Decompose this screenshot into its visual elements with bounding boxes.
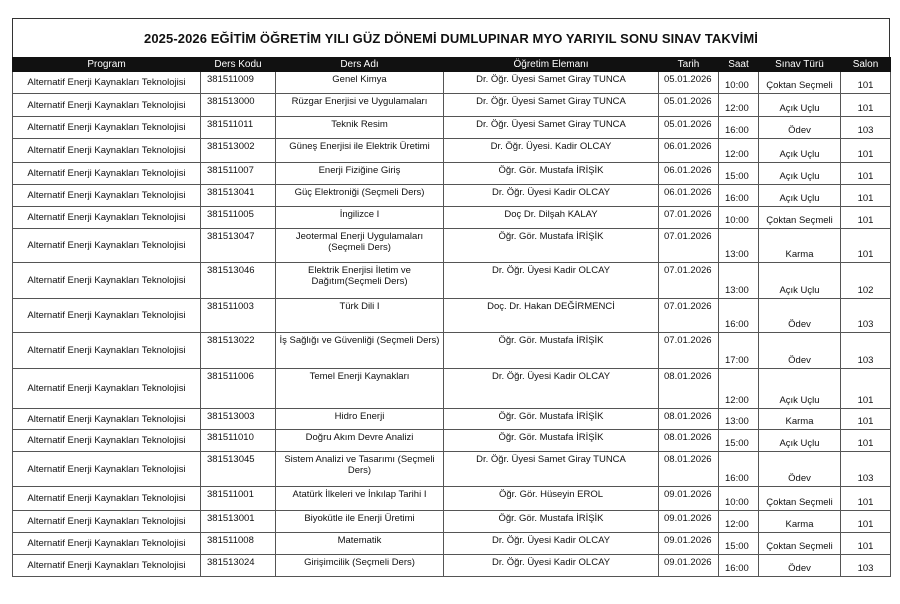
- table-row: [13, 409, 891, 430]
- cell-time: 12:00: [719, 511, 759, 533]
- cell-name: İngilizce I: [276, 207, 444, 229]
- cell-code: 381513003: [201, 409, 276, 430]
- table-row: [13, 452, 891, 487]
- cell-lecturer: Öğr. Gör. Mustafa İRİŞİK: [444, 409, 659, 430]
- cell-program: Alternatif Enerji Kaynakları Teknolojisi: [13, 369, 201, 409]
- cell-room: 101: [841, 229, 891, 263]
- cell-date: 07.01.2026: [659, 299, 719, 333]
- cell-date: 05.01.2026: [659, 117, 719, 139]
- cell-date: 07.01.2026: [659, 333, 719, 369]
- cell-name: Güç Elektroniği (Seçmeli Ders): [276, 185, 444, 207]
- cell-code: 381513022: [201, 333, 276, 369]
- cell-type: Açık Uçlu: [759, 430, 841, 452]
- cell-lecturer: Doç. Dr. Hakan DEĞİRMENCİ: [444, 299, 659, 333]
- cell-name: Jeotermal Enerji Uygulamaları (Seçmeli Ders): [276, 229, 444, 263]
- cell-lecturer: Öğr. Gör. Hüseyin EROL: [444, 487, 659, 511]
- cell-code: 381513000: [201, 94, 276, 117]
- cell-code: 381511006: [201, 369, 276, 409]
- cell-lecturer: Dr. Öğr. Üyesi. Kadir OLCAY: [444, 139, 659, 163]
- cell-date: 08.01.2026: [659, 430, 719, 452]
- cell-type: Açık Uçlu: [759, 163, 841, 185]
- cell-program: Alternatif Enerji Kaynakları Teknolojisi: [13, 72, 201, 94]
- cell-date: 06.01.2026: [659, 163, 719, 185]
- cell-name: Elektrik Enerjisi İletim ve Dağıtım(Seçmeli Ders): [276, 263, 444, 299]
- cell-time: 16:00: [719, 117, 759, 139]
- cell-room: 103: [841, 299, 891, 333]
- cell-time: 17:00: [719, 333, 759, 369]
- cell-code: 381511010: [201, 430, 276, 452]
- cell-time: 13:00: [719, 409, 759, 430]
- cell-name: Enerji Fiziğine Giriş: [276, 163, 444, 185]
- table-row: [13, 185, 891, 207]
- table-row: [13, 555, 891, 577]
- cell-lecturer: Dr. Öğr. Üyesi Kadir OLCAY: [444, 185, 659, 207]
- cell-type: Açık Uçlu: [759, 369, 841, 409]
- cell-lecturer: Dr. Öğr. Üyesi Samet Giray TUNCA: [444, 72, 659, 94]
- cell-room: 103: [841, 117, 891, 139]
- cell-program: Alternatif Enerji Kaynakları Teknolojisi: [13, 511, 201, 533]
- cell-room: 101: [841, 430, 891, 452]
- cell-date: 07.01.2026: [659, 263, 719, 299]
- cell-time: 15:00: [719, 533, 759, 555]
- header-room: Salon: [841, 58, 891, 72]
- cell-code: 381513002: [201, 139, 276, 163]
- cell-time: 12:00: [719, 94, 759, 117]
- cell-type: Açık Uçlu: [759, 139, 841, 163]
- cell-lecturer: Dr. Öğr. Üyesi Kadir OLCAY: [444, 369, 659, 409]
- cell-name: İş Sağlığı ve Güvenliği (Seçmeli Ders): [276, 333, 444, 369]
- cell-program: Alternatif Enerji Kaynakları Teknolojisi: [13, 430, 201, 452]
- cell-name: Girişimcilik (Seçmeli Ders): [276, 555, 444, 577]
- cell-program: Alternatif Enerji Kaynakları Teknolojisi: [13, 229, 201, 263]
- cell-name: Sistem Analizi ve Tasarımı (Seçmeli Ders): [276, 452, 444, 487]
- cell-date: 07.01.2026: [659, 229, 719, 263]
- cell-room: 103: [841, 555, 891, 577]
- table-header-row: [13, 58, 891, 72]
- cell-room: 103: [841, 333, 891, 369]
- cell-lecturer: Öğr. Gör. Mustafa İRİŞİK: [444, 229, 659, 263]
- cell-room: 101: [841, 511, 891, 533]
- cell-program: Alternatif Enerji Kaynakları Teknolojisi: [13, 207, 201, 229]
- table-row: [13, 94, 891, 117]
- exam-schedule-table: [12, 57, 891, 577]
- cell-time: 10:00: [719, 487, 759, 511]
- cell-time: 12:00: [719, 139, 759, 163]
- cell-room: 101: [841, 207, 891, 229]
- table-row: [13, 229, 891, 263]
- cell-room: 101: [841, 185, 891, 207]
- cell-code: 381511007: [201, 163, 276, 185]
- cell-time: 16:00: [719, 185, 759, 207]
- cell-code: 381513024: [201, 555, 276, 577]
- cell-name: Matematik: [276, 533, 444, 555]
- cell-type: Ödev: [759, 117, 841, 139]
- cell-room: 101: [841, 369, 891, 409]
- table-row: [13, 207, 891, 229]
- cell-program: Alternatif Enerji Kaynakları Teknolojisi: [13, 299, 201, 333]
- cell-room: 101: [841, 94, 891, 117]
- cell-lecturer: Doç Dr. Dilşah KALAY: [444, 207, 659, 229]
- cell-type: Açık Uçlu: [759, 263, 841, 299]
- cell-room: 101: [841, 409, 891, 430]
- cell-lecturer: Öğr. Gör. Mustafa İRİŞİK: [444, 333, 659, 369]
- cell-name: Temel Enerji Kaynakları: [276, 369, 444, 409]
- cell-lecturer: Dr. Öğr. Üyesi Kadir OLCAY: [444, 263, 659, 299]
- cell-name: Doğru Akım Devre Analizi: [276, 430, 444, 452]
- cell-name: Genel Kimya: [276, 72, 444, 94]
- cell-code: 381513001: [201, 511, 276, 533]
- cell-time: 16:00: [719, 299, 759, 333]
- cell-lecturer: Dr. Öğr. Üyesi Kadir OLCAY: [444, 533, 659, 555]
- cell-date: 08.01.2026: [659, 409, 719, 430]
- cell-program: Alternatif Enerji Kaynakları Teknolojisi: [13, 117, 201, 139]
- cell-program: Alternatif Enerji Kaynakları Teknolojisi: [13, 409, 201, 430]
- cell-program: Alternatif Enerji Kaynakları Teknolojisi: [13, 333, 201, 369]
- cell-date: 09.01.2026: [659, 487, 719, 511]
- cell-type: Ödev: [759, 299, 841, 333]
- cell-type: Karma: [759, 229, 841, 263]
- cell-name: Rüzgar Enerjisi ve Uygulamaları: [276, 94, 444, 117]
- cell-lecturer: Öğr. Gör. Mustafa İRİŞİK: [444, 430, 659, 452]
- cell-date: 06.01.2026: [659, 185, 719, 207]
- cell-room: 102: [841, 263, 891, 299]
- header-date: Tarih: [659, 58, 719, 72]
- cell-date: 09.01.2026: [659, 555, 719, 577]
- cell-type: Ödev: [759, 555, 841, 577]
- cell-name: Güneş Enerjisi ile Elektrik Üretimi: [276, 139, 444, 163]
- cell-program: Alternatif Enerji Kaynakları Teknolojisi: [13, 185, 201, 207]
- cell-type: Karma: [759, 511, 841, 533]
- header-name: Ders Adı: [276, 58, 444, 72]
- cell-program: Alternatif Enerji Kaynakları Teknolojisi: [13, 555, 201, 577]
- cell-program: Alternatif Enerji Kaynakları Teknolojisi: [13, 263, 201, 299]
- cell-type: Çoktan Seçmeli: [759, 533, 841, 555]
- cell-code: 381513047: [201, 229, 276, 263]
- cell-type: Çoktan Seçmeli: [759, 72, 841, 94]
- cell-lecturer: Öğr. Gör. Mustafa İRİŞİK: [444, 511, 659, 533]
- cell-date: 09.01.2026: [659, 511, 719, 533]
- header-program: Program: [13, 58, 201, 72]
- cell-room: 101: [841, 487, 891, 511]
- cell-time: 13:00: [719, 263, 759, 299]
- header-time: Saat: [719, 58, 759, 72]
- cell-lecturer: Dr. Öğr. Üyesi Kadir OLCAY: [444, 555, 659, 577]
- cell-date: 05.01.2026: [659, 94, 719, 117]
- cell-type: Çoktan Seçmeli: [759, 207, 841, 229]
- table-row: [13, 139, 891, 163]
- cell-room: 101: [841, 72, 891, 94]
- cell-code: 381513041: [201, 185, 276, 207]
- cell-time: 12:00: [719, 369, 759, 409]
- cell-time: 16:00: [719, 555, 759, 577]
- cell-program: Alternatif Enerji Kaynakları Teknolojisi: [13, 533, 201, 555]
- cell-room: 101: [841, 533, 891, 555]
- cell-code: 381511003: [201, 299, 276, 333]
- table-row: [13, 263, 891, 299]
- schedule-title: 2025-2026 EĞİTİM ÖĞRETİM YILI GÜZ DÖNEMİ DUMLUPINAR MYO YARIYIL SONU SINAV TAKVİMİ: [12, 18, 890, 57]
- cell-name: Türk Dili I: [276, 299, 444, 333]
- cell-lecturer: Öğr. Gör. Mustafa İRİŞİK: [444, 163, 659, 185]
- cell-code: 381513045: [201, 452, 276, 487]
- cell-program: Alternatif Enerji Kaynakları Teknolojisi: [13, 452, 201, 487]
- cell-name: Hidro Enerji: [276, 409, 444, 430]
- table-row: [13, 117, 891, 139]
- header-code: Ders Kodu: [201, 58, 276, 72]
- table-row: [13, 430, 891, 452]
- cell-date: 06.01.2026: [659, 139, 719, 163]
- cell-name: Biyokütle ile Enerji Üretimi: [276, 511, 444, 533]
- cell-type: Karma: [759, 409, 841, 430]
- cell-name: Teknik Resim: [276, 117, 444, 139]
- table-row: [13, 333, 891, 369]
- table-row: [13, 487, 891, 511]
- header-lecturer: Öğretim Elemanı: [444, 58, 659, 72]
- cell-program: Alternatif Enerji Kaynakları Teknolojisi: [13, 139, 201, 163]
- cell-time: 16:00: [719, 452, 759, 487]
- cell-program: Alternatif Enerji Kaynakları Teknolojisi: [13, 487, 201, 511]
- table-row: [13, 72, 891, 94]
- table-row: [13, 163, 891, 185]
- cell-type: Ödev: [759, 333, 841, 369]
- cell-program: Alternatif Enerji Kaynakları Teknolojisi: [13, 94, 201, 117]
- cell-time: 15:00: [719, 430, 759, 452]
- cell-date: 09.01.2026: [659, 533, 719, 555]
- cell-time: 13:00: [719, 229, 759, 263]
- cell-room: 101: [841, 163, 891, 185]
- cell-date: 05.01.2026: [659, 72, 719, 94]
- table-row: [13, 369, 891, 409]
- cell-code: 381511005: [201, 207, 276, 229]
- table-row: [13, 299, 891, 333]
- table-row: [13, 533, 891, 555]
- cell-room: 101: [841, 139, 891, 163]
- cell-date: 08.01.2026: [659, 452, 719, 487]
- cell-code: 381511001: [201, 487, 276, 511]
- cell-lecturer: Dr. Öğr. Üyesi Samet Giray TUNCA: [444, 117, 659, 139]
- cell-time: 10:00: [719, 72, 759, 94]
- cell-type: Açık Uçlu: [759, 94, 841, 117]
- cell-type: Çoktan Seçmeli: [759, 487, 841, 511]
- cell-code: 381511009: [201, 72, 276, 94]
- cell-code: 381511008: [201, 533, 276, 555]
- cell-code: 381511011: [201, 117, 276, 139]
- cell-date: 08.01.2026: [659, 369, 719, 409]
- cell-code: 381513046: [201, 263, 276, 299]
- table-row: [13, 511, 891, 533]
- cell-name: Atatürk İlkeleri ve İnkılap Tarihi I: [276, 487, 444, 511]
- cell-lecturer: Dr. Öğr. Üyesi Samet Giray TUNCA: [444, 94, 659, 117]
- cell-type: Açık Uçlu: [759, 185, 841, 207]
- cell-lecturer: Dr. Öğr. Üyesi Samet Giray TUNCA: [444, 452, 659, 487]
- cell-type: Ödev: [759, 452, 841, 487]
- exam-schedule-sheet: [12, 18, 890, 577]
- header-type: Sınav Türü: [759, 58, 841, 72]
- cell-date: 07.01.2026: [659, 207, 719, 229]
- cell-time: 15:00: [719, 163, 759, 185]
- cell-program: Alternatif Enerji Kaynakları Teknolojisi: [13, 163, 201, 185]
- cell-room: 103: [841, 452, 891, 487]
- cell-time: 10:00: [719, 207, 759, 229]
